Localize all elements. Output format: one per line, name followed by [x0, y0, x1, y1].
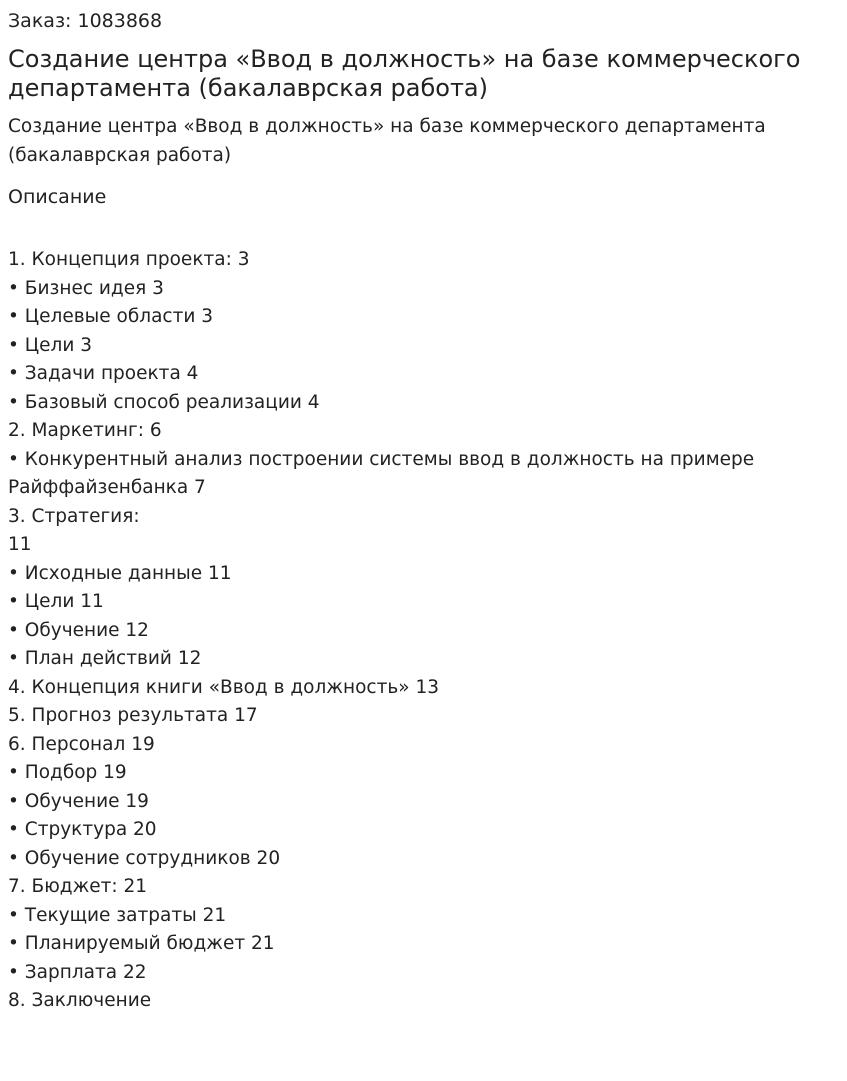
toc-line: • Исходные данные 11 [8, 562, 232, 584]
toc-line: Райффайзенбанка 7 [8, 477, 206, 498]
toc-line: • Цели 11 [8, 591, 104, 612]
order-number: Заказ: 1083868 [8, 10, 163, 32]
toc-line: • Текущие затраты 21 [8, 904, 227, 926]
toc-line: 5. Прогноз результата 17 [8, 705, 258, 726]
toc-line: 3. Стратегия: [8, 505, 140, 527]
toc-line: • Бизнес идея 3 [8, 277, 164, 299]
toc-line: • План действий 12 [8, 648, 202, 669]
toc-line: • Подбор 19 [8, 762, 127, 783]
document-title: Создание центра «Ввод в должность» на базе коммерческого департамента (бакалаврская работа) [8, 45, 801, 102]
table-of-contents [8, 246, 839, 1016]
toc-line: 8. Заключение [8, 990, 152, 1011]
toc-line: • Зарплата 22 [8, 961, 147, 983]
toc-line: 6. Персонал 19 [8, 733, 155, 755]
toc-line: • Планируемый бюджет 21 [8, 933, 275, 954]
toc-line: • Структура 20 [8, 819, 157, 840]
toc-line: 7. Бюджет: 21 [8, 876, 148, 897]
toc-line: 1. Концепция проекта: 3 [8, 249, 250, 270]
toc-line: 2. Маркетинг: 6 [8, 420, 162, 441]
toc-line: • Базовый способ реализации 4 [8, 391, 320, 413]
toc-line: • Обучение сотрудников 20 [8, 847, 281, 869]
toc-line: • Задачи проекта 4 [8, 363, 199, 384]
toc-line: • Конкурентный анализ построении системы ввод в должность на примере [8, 448, 755, 470]
toc-line: • Целевые области 3 [8, 306, 214, 327]
toc-line: 11 [8, 534, 32, 555]
toc-line: • Обучение 19 [8, 790, 149, 812]
description-heading: Описание [8, 186, 107, 208]
document-subtitle: Создание центра «Ввод в должность» на базе коммерческого департамента (бакалаврская работа) [8, 116, 766, 166]
toc-line: 4. Концепция книги «Ввод в должность» 13 [8, 676, 439, 698]
toc-line: • Цели 3 [8, 334, 93, 356]
toc-line: • Обучение 12 [8, 619, 149, 641]
